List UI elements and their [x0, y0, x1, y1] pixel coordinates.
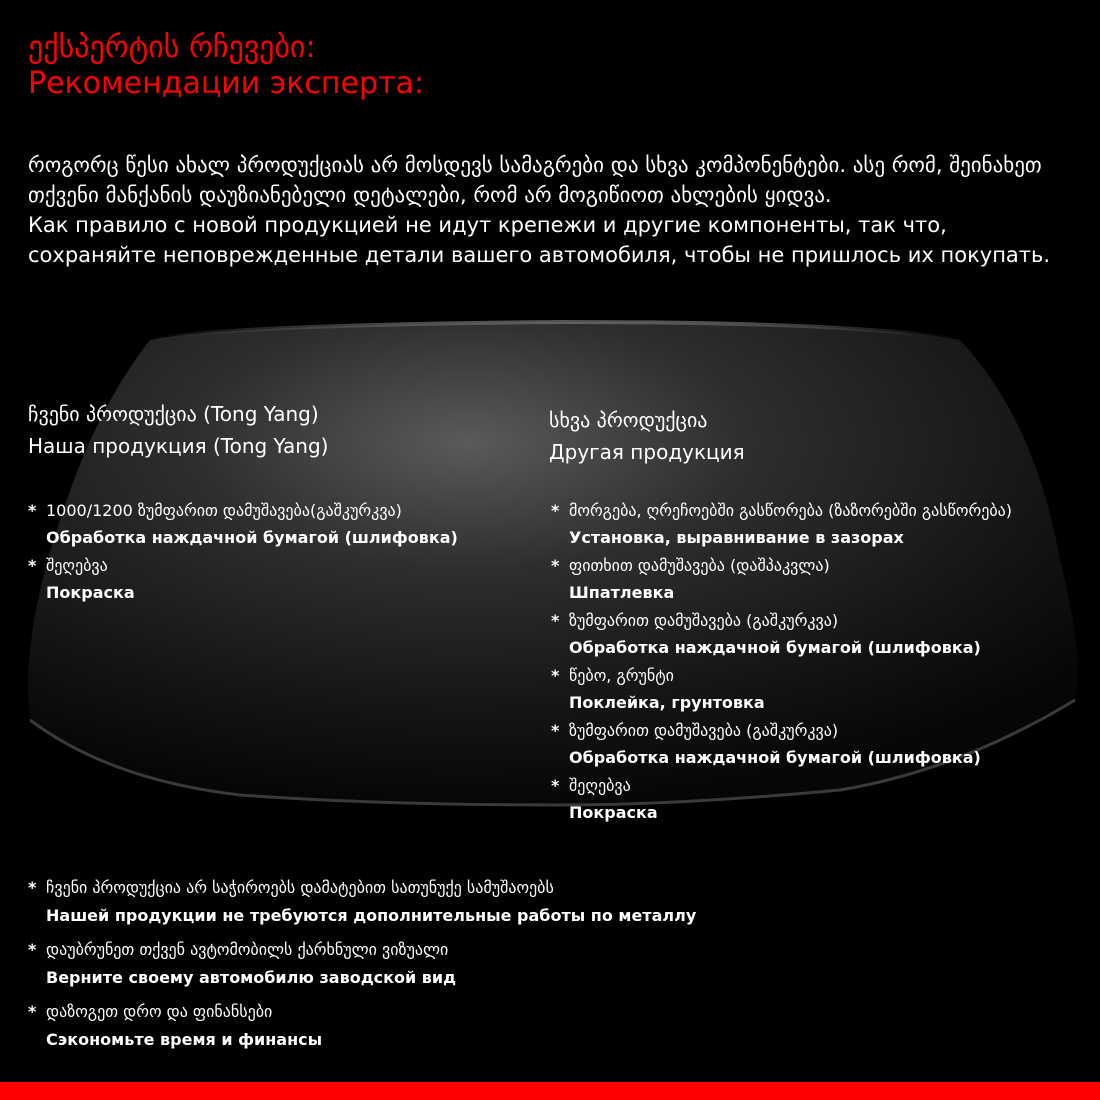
list-item	[551, 662, 1012, 717]
bullet-icon: *	[28, 878, 37, 897]
footer-accent-bar	[0, 1082, 1100, 1100]
list-item	[551, 717, 1012, 772]
intro-text	[28, 150, 1078, 270]
note-item	[28, 874, 696, 930]
note-ru: Нашей продукции не требуются дополнительные работы по металлу	[46, 906, 697, 925]
other-product-heading-ru: Другая продукция	[549, 440, 745, 464]
note-item	[28, 936, 696, 992]
other-product-heading-ka: სხვა პროდუქცია	[549, 408, 708, 432]
list-item-ru: Поклейка, грунтовка	[569, 693, 765, 712]
our-product-heading-ka: ჩვენი პროდუქცია (Tong Yang)	[28, 402, 319, 426]
list-item-ru: Шпатлевка	[569, 583, 675, 602]
note-item	[28, 998, 696, 1054]
bullet-icon: *	[551, 501, 560, 520]
our-product-list	[28, 497, 458, 607]
bullet-icon: *	[551, 666, 560, 685]
note-ka: დაუბრუნეთ თქვენ ავტომობილს ქარხნული ვიზუალი	[46, 940, 449, 959]
list-item-ka: მორგება, ღრეჩოებში გასწორება (ზაზორებში გასწორება)	[569, 501, 1012, 520]
page-title	[28, 30, 424, 102]
bullet-icon: *	[551, 611, 560, 630]
list-item	[551, 607, 1012, 662]
benefits-notes	[28, 874, 696, 1060]
bullet-icon: *	[551, 721, 560, 740]
page-title-ka: ექსპერტის რჩევები:	[28, 30, 316, 65]
page-title-ru: Рекомендации эксперта:	[28, 66, 424, 101]
list-item-ru: Установка, выравнивание в зазорах	[569, 528, 904, 547]
list-item-ka: წებო, გრუნტი	[569, 666, 674, 685]
bullet-icon: *	[551, 776, 560, 795]
list-item-ru: Обработка наждачной бумагой (шлифовка)	[46, 528, 458, 547]
intro-ka: როგორც წესი ახალ პროდუქციას არ მოსდევს სამაგრები და სხვა კომპონენტები. ასე რომ, შეინახეთ თქვენი მანქანის დაუზიანებელი დეტალები, რომ არ მოგიწიოთ ახლების ყიდვა.	[28, 153, 1042, 207]
bullet-icon: *	[28, 501, 37, 520]
note-ka: დაზოგეთ დრო და ფინანსები	[46, 1002, 273, 1021]
list-item-ka: ზუმფარით დამუშავება (გაშკურკვა)	[569, 611, 839, 630]
our-product-heading-ru: Наша продукция (Tong Yang)	[28, 434, 329, 458]
bullet-icon: *	[28, 940, 37, 959]
list-item-ka: ზუმფარით დამუშავება (გაშკურკვა)	[569, 721, 839, 740]
other-product-list	[551, 497, 1012, 827]
list-item-ru: Обработка наждачной бумагой (шлифовка)	[569, 638, 981, 657]
list-item-ru: Покраска	[46, 583, 135, 602]
our-product-heading	[28, 398, 328, 462]
bullet-icon: *	[28, 556, 37, 575]
list-item	[551, 497, 1012, 552]
list-item-ka: ფითხით დამუშავება (დაშპაკვლა)	[569, 556, 830, 575]
note-ka: ჩვენი პროდუქცია არ საჭიროებს დამატებით სათუნუქე სამუშაოებს	[46, 878, 554, 897]
list-item	[28, 497, 458, 552]
list-item	[551, 552, 1012, 607]
intro-ru: Как правило с новой продукцией не идут крепежи и другие компоненты, так что, сохраняйте неповрежденные детали вашего автомобиля, чтобы не пришлось их покупать.	[28, 213, 1051, 267]
other-product-heading	[549, 404, 745, 468]
note-ru: Сэкономьте время и финансы	[46, 1030, 323, 1049]
list-item-ka: შეღებვა	[46, 556, 108, 575]
list-item-ka: შეღებვა	[569, 776, 631, 795]
list-item	[551, 772, 1012, 827]
list-item-ru: Покраска	[569, 803, 658, 822]
list-item-ru: Обработка наждачной бумагой (шлифовка)	[569, 748, 981, 767]
list-item	[28, 552, 458, 607]
note-ru: Верните своему автомобилю заводской вид	[46, 968, 456, 987]
list-item-ka: 1000/1200 ზუმფარით დამუშავება(გაშკურკვა)	[46, 501, 402, 520]
bullet-icon: *	[28, 1002, 37, 1021]
bullet-icon: *	[551, 556, 560, 575]
